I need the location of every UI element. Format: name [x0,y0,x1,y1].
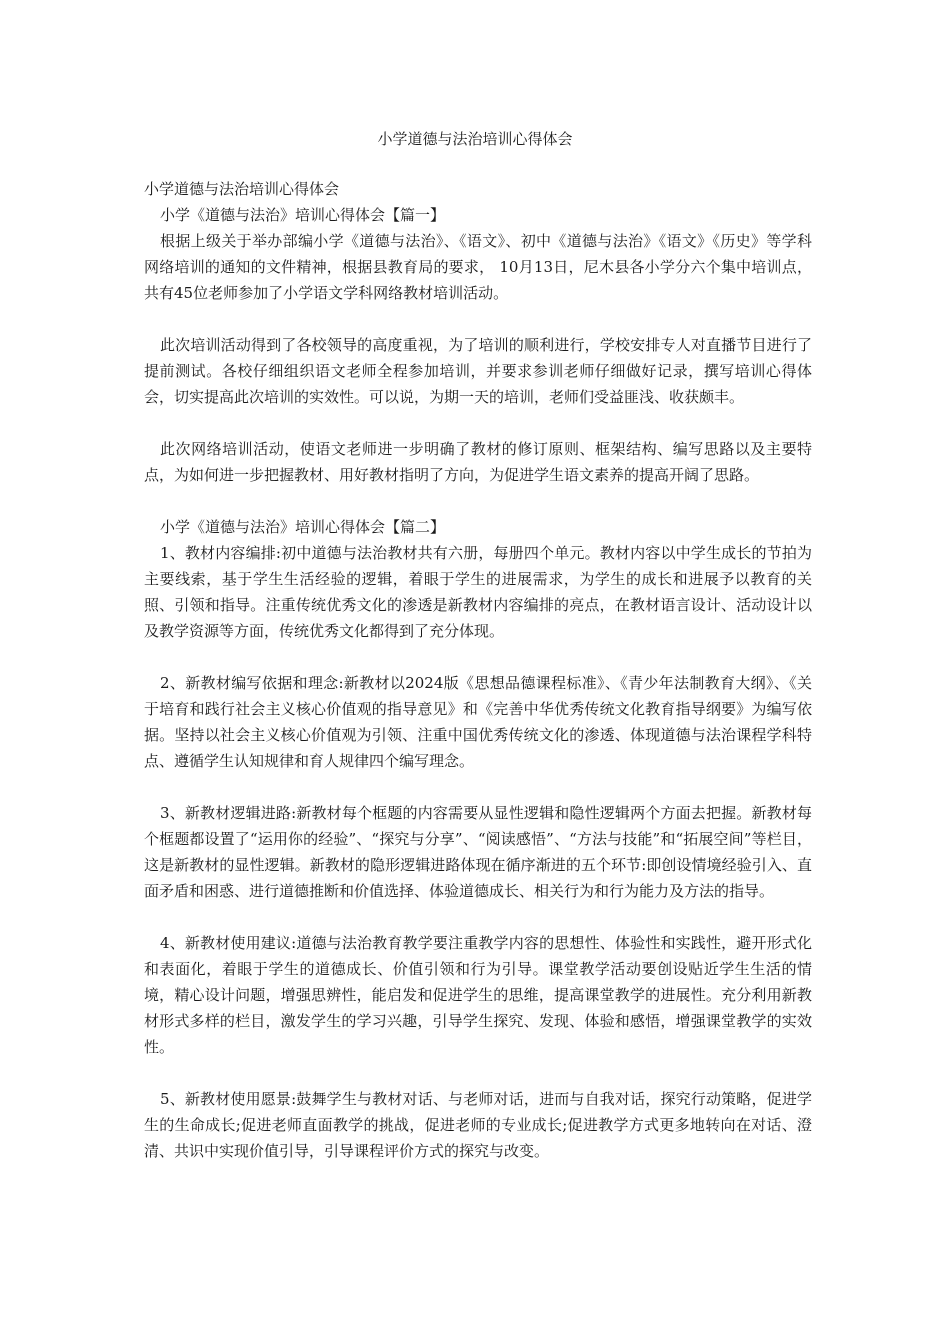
paragraph-spacer [144,904,812,930]
paragraph-spacer [144,306,812,332]
document-subtitle: 小学道德与法治培训心得体会 [144,180,340,198]
document-title: 小学道德与法治培训心得体会 [377,130,573,148]
section-2-paragraph-5: 5、新教材使用愿景:鼓舞学生与教材对话、与老师对话，进而与自我对话，探究行动策略，促进学生的生命成长;促进老师直面教学的挑战，促进老师的专业成长;促进教学方式更多地转向在对话、澄清、共识中实现价值引导，引导课程评价方式的探究与改变。 [144,1090,812,1160]
section-1-paragraph-2: 此次培训活动得到了各校领导的高度重视，为了培训的顺利进行，学校安排专人对直播节目进行了提前测试。各校仔细组织语文老师全程参加培训，并要求参训老师仔细做好记录，撰写培训心得体会，切实提高此次培训的实效性。可以说，为期一天的培训，老师们受益匪浅、收获颇丰。 [144,336,812,406]
section-1-paragraph-3: 此次网络培训活动，使语文老师进一步明确了教材的修订原则、框架结构、编写思路以及主要特点，为如何进一步把握教材、用好教材指明了方向，为促进学生语文素养的提高开阔了思路。 [144,440,812,484]
paragraph-spacer [144,774,812,800]
section-2-paragraph-4: 4、新教材使用建议:道德与法治教育教学要注重教学内容的思想性、体验性和实践性，避开形式化和表面化，着眼于学生的道德成长、价值引领和行为引导。课堂教学活动要创设贴近学生生活的情境，精心设计问题，增强思辨性，能启发和促进学生的思维，提高课堂教学的进展性。充分利用新教材形式多样的栏目，激发学生的学习兴趣，引导学生探究、发现、体验和感悟，增强课堂教学的实效性。 [144,934,812,1056]
document-body [144,176,812,1164]
section-1-title: 小学《道德与法治》培训心得体会【篇一】 [160,206,446,224]
paragraph-spacer [144,644,812,670]
paragraph-spacer [144,488,812,514]
paragraph-spacer [144,1060,812,1086]
section-2-paragraph-3: 3、新教材逻辑进路:新教材每个框题的内容需要从显性逻辑和隐性逻辑两个方面去把握。新教材每个框题都设置了“运用你的经验”、“探究与分享”、“阅读感悟”、“方法与技能”和“拓展空间”等栏目，这是新教材的显性逻辑。新教材的隐形逻辑进路体现在循序渐进的五个环节:即创设情境经验引入、直面矛盾和困惑、进行道德推断和价值选择、体验道德成长、相关行为和行为能力及方法的指导。 [144,804,812,900]
section-2-title: 小学《道德与法治》培训心得体会【篇二】 [160,518,446,536]
section-2-paragraph-2: 2、新教材编写依据和理念:新教材以2024版《思想品德课程标准》、《青少年法制教育大纲》、《关于培育和践行社会主义核心价值观的指导意见》和《完善中华优秀传统文化教育指导纲要》为编写依据。坚持以社会主义核心价值观为引领、注重中国优秀传统文化的渗透、体现道德与法治课程学科特点、遵循学生认知规律和育人规律四个编写理念。 [144,674,812,770]
section-2-paragraph-1: 1、教材内容编排:初中道德与法治教材共有六册，每册四个单元。教材内容以中学生成长的节拍为主要线索，基于学生生活经验的逻辑，着眼于学生的进展需求，为学生的成长和进展予以教育的关照、引领和指导。注重传统优秀文化的渗透是新教材内容编排的亮点，在教材语言设计、活动设计以及教学资源等方面，传统优秀文化都得到了充分体现。 [144,544,812,640]
section-1-paragraph-1: 根据上级关于举办部编小学《道德与法治》、《语文》、初中《道德与法治》《语文》《历史》等学科网络培训的通知的文件精神，根据县教育局的要求， 10月13日，尼木县各小学分六个集中培训点，共有45位老师参加了小学语文学科网络教材培训活动。 [144,232,812,302]
paragraph-spacer [144,410,812,436]
